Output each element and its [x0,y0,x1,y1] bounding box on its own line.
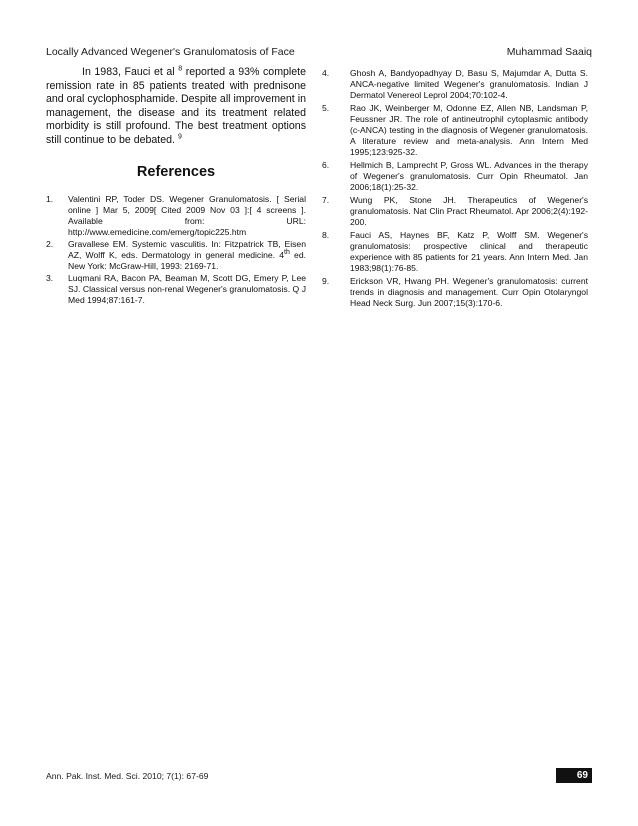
journal-citation: Ann. Pak. Inst. Med. Sci. 2010; 7(1): 67-69 [46,771,209,781]
reference-number: 7. [322,195,330,205]
paragraph-text-b: reported a 93% complete remission rate in 85 patients treated with prednisone and oral cyclophosphamide. Despite all improvement in management, the disease and its treatment related morbidity is still profound. The best treatment options still continue to be debated. [46,66,306,146]
reference-number: 4. [322,68,330,78]
reference-text: Luqmani RA, Bacon PA, Beaman M, Scott DG, Emery P, Lee SJ. Classical versus non-renal Wegener's granulomatosis. Q J Med 1994;87:161-7. [68,272,306,305]
reference-number: 9. [322,276,330,286]
reference-item [322,68,588,101]
reference-text: Rao JK, Weinberger M, Odonne EZ, Allen NB, Landsman P, Feussner JR. The role of antineutrophil cytoplasmic antibody (c-ANCA) testing in the diagnosis of Wegener granulomatosis. A literature review and meta-analysis. Ann Intern Med 1995;123:925-32. [350,103,588,157]
reference-item [46,194,306,238]
running-title: Locally Advanced Wegener's Granulomatosis of Face [46,46,295,58]
references-heading: References [136,163,216,180]
reference-number: 6. [322,160,330,170]
reference-item [322,160,588,193]
reference-item [322,230,588,274]
page-number: 69 [556,768,592,783]
running-author: Muhammad Saaiq [506,46,592,58]
reference-text: Hellmich B, Lamprecht P, Gross WL. Advances in the therapy of Wegener's granulomatosis. Curr Opin Rheumatol. Jan 2006;18(1):25-32. [350,160,588,192]
reference-number: 8. [322,230,330,240]
reference-text: Wung PK, Stone JH. Therapeutics of Wegener's granulomatosis. Nat Clin Pract Rheumatol. Apr 2006;2(4):192-200. [350,195,588,227]
reference-item [322,103,588,158]
reference-item [322,195,588,228]
reference-item [322,276,588,309]
citation-sup-8: 8 [178,65,183,73]
reference-number: 2. [46,238,54,249]
reference-item [46,273,306,306]
reference-number: 1. [46,193,54,204]
reference-text: Ghosh A, Bandyopadhyay D, Basu S, Majumdar A, Dutta S. ANCA-negative limited Wegener's granulomatosis. Indian J Dermatol Venereol Leprol 2004;70:102-4. [350,68,588,100]
reference-text: Erickson VR, Hwang PH. Wegener's granulomatosis: current trends in diagnosis and management. Curr Opin Otolaryngol Head Neck Surg. Jun 2007;15(3):170-6. [350,276,588,308]
body-paragraph [46,66,306,148]
reference-text: Gravallese EM. Systemic vasculitis. In: Fitzpatrick TB, Eisen AZ, Wolff K, eds. Dermatology in general medicine. 4th ed. New York: McGraw-Hill, 1993: 2169-71. [68,238,306,271]
right-column [322,68,588,311]
reference-text: Valentini RP, Toder DS. Wegener Granulomatosis. [ Serial online ] Mar 5, 2009[ Cited 2009 Nov 03 ]:[ 4 screens ]. Available from: URL: http://www.emedicine.com/emerg/topic225.htm [68,193,306,237]
edition-sup: th [284,248,290,256]
left-column [46,66,306,307]
reference-text: Fauci AS, Haynes BF, Katz P, Wolff SM. Wegener's granulomatosis: prospective clinical and therapeutic experience with 85 patients for 21 years. Ann Intern Med. Jan 1983;98(1):76-85. [350,230,588,273]
reference-item [46,239,306,272]
paragraph-text-a: In 1983, Fauci et al [82,66,179,78]
reference-number: 5. [322,103,330,113]
citation-sup-9: 9 [177,133,182,141]
reference-number: 3. [46,272,54,283]
